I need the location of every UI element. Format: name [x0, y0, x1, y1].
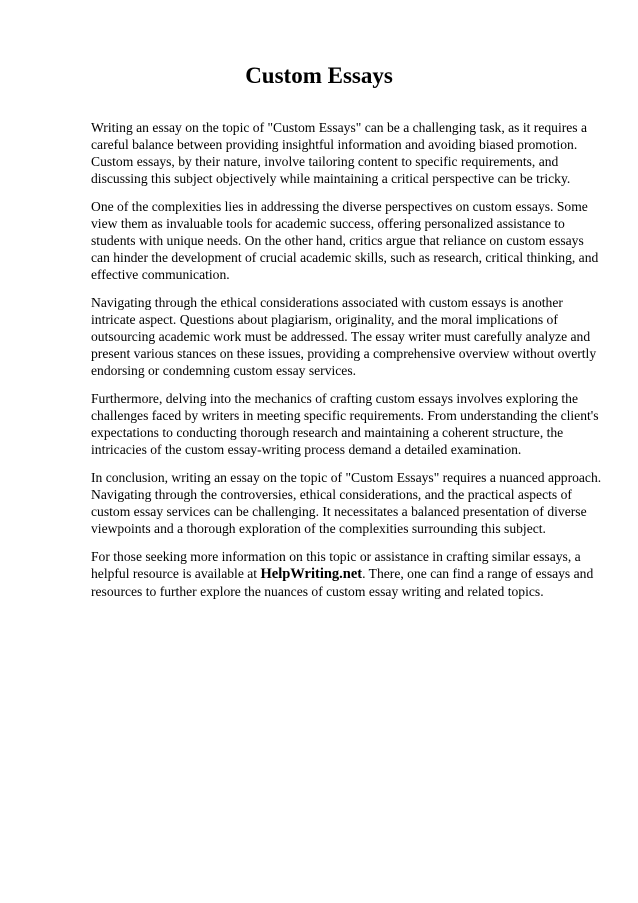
document-title: Custom Essays [245, 63, 393, 88]
helpwriting-link[interactable]: HelpWriting.net [260, 566, 363, 582]
paragraph-mechanics: Furthermore, delving into the mechanics of crafting custom essays involves exploring the challenges faced by writers in meeting specific requirements. From understanding the client's expectations to conducting thorough research and maintaining a coherent structure, the intricacies of the custom essay-writing process demand a detailed examination. [91, 391, 599, 457]
paragraph-ethics: Navigating through the ethical considerations associated with custom essays is another intricate aspect. Questions about plagiarism, originality, and the moral implications of outsourcing academic work must be addressed. The essay writer must carefully analyze and present various stances on these issues, providing a comprehensive overview without overtly endorsing or condemning custom essay services. [91, 295, 597, 378]
paragraph-conclusion: In conclusion, writing an essay on the topic of "Custom Essays" requires a nuanced approach. Navigating through the controversies, ethical considerations, and the practical aspects of custom essay services can be challenging. It necessitates a balanced presentation of diverse viewpoints and a thorough exploration of the complexities surrounding this subject. [91, 470, 602, 536]
resource-text-after: . There, one can find a range of essays and resources to further explore the nuances of custom essay writing and related topics. [91, 566, 594, 599]
paragraph-perspectives: One of the complexities lies in addressing the diverse perspectives on custom essays. Some view them as invaluable tools for academic success, offering personalized assistance to students with unique needs. On the other hand, critics argue that reliance on custom essays can hinder the development of crucial academic skills, such as research, critical thinking, and effective communication. [91, 199, 599, 282]
paragraph-intro: Writing an essay on the topic of "Custom Essays" can be a challenging task, as it requires a careful balance between providing insightful information and avoiding biased promotion. Custom essays, by their nature, involve tailoring content to specific requirements, and discussing this subject objectively while maintaining a critical perspective can be tricky. [91, 120, 588, 186]
paragraph-resource [91, 548, 606, 600]
document-body [91, 119, 606, 611]
resource-text-before: For those seeking more information on this topic or assistance in crafting similar essays, a helpful resource is available at [91, 549, 581, 581]
